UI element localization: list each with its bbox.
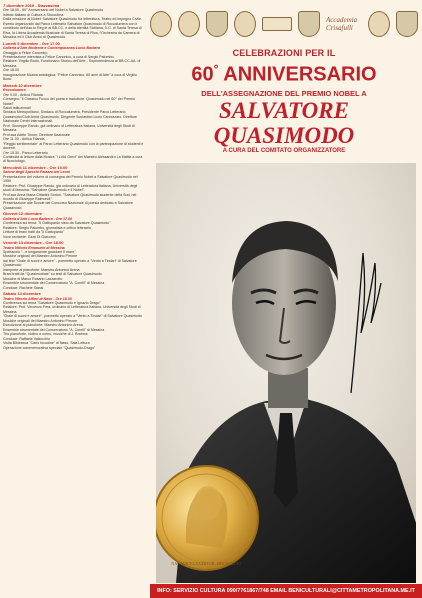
associazione-logo (234, 11, 256, 37)
event-line: Presentazione del volume di consegna del Premio Nobel a Salvatore Quasimodo nel 1959 (3, 174, 138, 184)
event-line: Continuità di letture dalla Mostra "I Lirici Greci" del Maestro Alessandro La Mattia a cura di Nucciologo. (3, 154, 143, 164)
schedule-event (3, 84, 145, 164)
poet-portrait (156, 163, 416, 583)
event-line: Conferenza sul tema "Salvatore Quasimodo e Ignazio Drago" (3, 301, 101, 305)
event-date: Mercoledì 11 dicembre - Ore 10.00 (3, 164, 68, 170)
nobel-medal (156, 466, 258, 570)
event-line: Relatore: Prof. Vincenzo Fera, ordinario di Letteratura Italiana, Università degli Studi di Messina. (3, 305, 141, 314)
event-line: Musiche di Marco Rosario Lazzarotto (3, 276, 63, 281)
event-line: Spettacolo "...e lungamente guardare il mare" (3, 250, 76, 255)
schedule-event (3, 212, 145, 239)
event-line: Conduce: Rachele Stassi (3, 285, 44, 290)
event-line: Inaugurazione Mostra antologica: "Felice Canonico, 60 anni di Arte" a cura di Virgilio Bodo (3, 72, 137, 82)
event-date: Martedì 10 dicembre (3, 82, 42, 88)
event-venue: Teatro Vittorio Alfieri di Naso - Ore 18.30 (3, 296, 72, 301)
event-date: Venerdì 13 dicembre - Ore 18.00 (3, 240, 64, 246)
sponsor-logos (150, 4, 418, 44)
universita-logo (262, 17, 292, 31)
event-line: Visita Biblioteca "Carlo Incudine" di Naso, Sala Lettura (3, 341, 90, 346)
accademia-text-logo: Accademia Crisafulli (326, 16, 358, 32)
event-line: Trio pianoforte, violino e corno, musiche di J. Brahms (3, 332, 88, 337)
event-date: 7 dicembre 2019 - Stazzasima (3, 4, 60, 8)
event-line: Convegno "Il Classico Fuoco del poeta e traduttore. Quasimodo nel 60° del Premio Nobel" (3, 97, 135, 106)
event-line: Ore 15.30 - Parco Letterario (3, 150, 48, 155)
event-line: Prof.ssa Anna Maria Cittadini Sortori, "Salvatore Quasimodo studente della Sud, nel ricordo di Giuseppe Raimondi". (3, 192, 137, 202)
event-line: Conferenza sul tema: "Il Gattopardo visto da Salvatore Quasimodo" (3, 221, 111, 226)
event-line: Prof. Giuseppe Rando, già ordinario di Letteratura Italiana, Università degli Studi di Messina (3, 123, 135, 133)
event-date: Lunedì 9 dicembre - Ore 17.00 (3, 40, 60, 46)
event-line: Prof.ssa Adele Tirone, Direttore Nazionale (3, 132, 70, 137)
svg-text:NAT. MDCCCXXXIII OB. MDCCCXCVI: NAT. MDCCCXXXIII OB. MDCCCXCVI (171, 561, 241, 566)
schedule-event (3, 42, 145, 82)
event-line: Ore 18.00 (3, 68, 19, 73)
event-line: dai lirici "Orale di suoni e amore" - poemetto operato a "Vento a Tindari" di Salvatore Quasimodo (3, 258, 137, 268)
event-line: Saluti istituzionali (3, 105, 31, 110)
info-footer: INFO: SERVIZIO CULTURA 090/7761867/748 EMAIL BENICULTURALI@CITTAMETROPOLITANA.ME.IT (150, 584, 422, 598)
event-line: Ensemble strumentale del Conservatorio "A. Corelli" di Messina (3, 327, 105, 332)
fiamm-logo (298, 11, 320, 37)
event-schedule (3, 4, 145, 592)
event-line: Relatore: Sergio Palumbo, giornalista e critico letterario (3, 225, 91, 230)
organizer-label: A CURA DEL COMITATO ORGANIZZATORE (222, 147, 346, 154)
event-venue: Roccalumera (3, 88, 26, 93)
event-line: Voce recitante: Giusi Di Giacomo (3, 234, 56, 239)
event-venue: Galleria d'Arte Lucio Barbera - Ore 17.00 (3, 216, 72, 221)
celebrazioni-label: CELEBRAZIONI PER IL (232, 48, 336, 58)
event-line: Dalla missione ai Nobel: Salvatore Quasimodo tra letteratura, Teatro ed impegno Civile. (3, 17, 142, 22)
event-venue: Teatro Vittorio Emanuele di Messina (3, 245, 65, 250)
citta-metropolitana-logo (368, 11, 390, 37)
event-line: Presentazione alle Scuole del Concorso Nazionale di poesia dedicato a Salvatore Quasimodo. (3, 201, 133, 210)
schedule-event (3, 241, 145, 290)
unesco-logo (178, 11, 200, 37)
event-date: Sabato 14 dicembre (3, 291, 41, 297)
schedule-event (3, 166, 145, 211)
event-line: Relatore: Virgilio Bodo, Funzionario Storico dell'Arte - Soprintendenza ai BB.CC.AA. di Messina (3, 59, 141, 68)
event-line: Relatore: Prof. Giuseppe Rando, già ordinario di Letteratura Italiana, Università degli studi di Messina. "Salvatore Quasimodo e il Nobel". (3, 183, 138, 193)
event-line: Ore 18.00 - 60° Anniversario del Nobel a Salvatore Quasimodo (3, 8, 104, 13)
schedule-event (3, 4, 145, 40)
schedule-event (3, 292, 145, 350)
regione-logo (396, 11, 418, 37)
event-line: Omaggio a Felice Canonico (3, 50, 48, 55)
event-line: "Reggio sentimentale" al Parco Letterario Quasimodo con la partecipazione di studenti e docenti. (3, 141, 144, 151)
event-line: Musiche originali del Maestro Antonino Pirrone (3, 254, 78, 259)
parco-logo (206, 11, 228, 37)
event-line: Ore 9.00 - Antica Filanda (3, 92, 43, 97)
event-line: Musiche originali del Maestro Antonino Pirrone (3, 318, 78, 323)
poet-name: SALVATORE QUASIMODO (213, 97, 355, 148)
event-line: Conduce: Raffaele Vallocchio (3, 336, 50, 341)
event-line: Evento organizzato dal Parco Letterario Salvatore Quasimodo di Roccalumera con il contributo dell'Ass.to Reg.le ai BB.CC. e della identità Siciliana, l'I.C. di Santa Teresa di Riva, la Libera Accademia Musicale di Santa Teresa di Riva, l'Orchestra da Camera di Messina ed il Club Amici di Quasimodo. (3, 21, 142, 40)
nobel-label: DELL'ASSEGNAZIONE DEL PREMIO NOBEL A (201, 88, 367, 98)
event-venue: Salone degli Specchi Palazzo dei Leoni (3, 170, 70, 175)
event-venue: Galleria d'Arte Moderna e Contemporanea Lucio Barbera (3, 46, 100, 51)
event-line: Sindaco Metropolitano, Sindaco di Roccalumera, Presidente Parco Letterario Quasimodo/Club Amici Quasimodo, Dirigente Scolastico Liceo Cannizzaro, Direttore Nazionale Centri Internazionali. (3, 110, 138, 124)
event-line: Brani tratti da "Quasimodiale" su testi di Salvatore Quasimodo (3, 272, 102, 277)
event-line: "Orale di suoni e amore", poemetto operato a "Vento a Tindari" di Salvatore Quasimodo (3, 314, 142, 319)
event-line: Esecuzione al pianoforte: Maestro Antonino Arena (3, 323, 83, 328)
comune-logo (150, 11, 172, 37)
event-line: Istituto Italiano di Cultura a Stoccolma (3, 12, 64, 17)
event-line: Ore 11.00 - Antica Filanda (3, 137, 45, 142)
event-line: Ensemble strumentale del Conservatorio "A. Corelli" di Messina (3, 281, 105, 286)
event-line: Interprete al pianoforte: Maestro Antonino Arena (3, 267, 80, 272)
anniversary-title: 60° ANNIVERSARIO (191, 62, 377, 86)
event-line: Presentazione intervista a Felice Canonico, a cura di Sergio Palumbo. (3, 54, 115, 59)
event-line: Letture di brani tratti da "Il Gattopardo" (3, 230, 65, 235)
event-date: Giovedì 12 dicembre (3, 211, 43, 217)
event-line: Operazione commemorativa speciale "Quasimodo-Drago" (3, 345, 96, 350)
